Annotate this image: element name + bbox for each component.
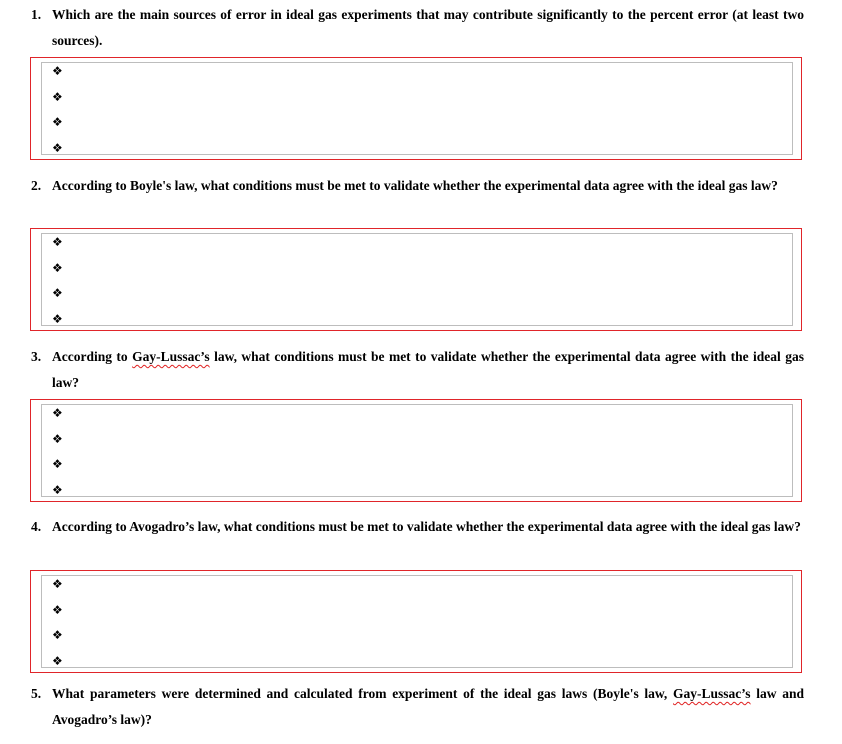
question-text-part: What parameters were determined and calculated from experiment of the ideal gas laws (Boyle's law,	[52, 686, 674, 701]
spellcheck-flagged-word[interactable]: Gay-Lussac’s	[132, 349, 210, 364]
bullet-icon: ❖	[52, 406, 63, 420]
question-text-part: law, what conditions must be met to validate whether the experimental data agree with the ideal gas law?	[52, 349, 804, 390]
question-number: 4.	[31, 519, 42, 534]
answer-field-4[interactable]	[41, 575, 793, 668]
question-text-part: law and Avogadro’s law)?	[52, 686, 804, 727]
question-text-part: According to Boyle's law, what conditions must be met to validate whether the experimental data agree with the ideal gas law?	[52, 178, 778, 193]
answer-box-1	[30, 57, 802, 160]
question-2	[31, 173, 804, 199]
question-text	[52, 514, 804, 540]
answer-box-3	[30, 399, 802, 502]
question-text	[52, 173, 804, 199]
question-4	[31, 514, 804, 540]
bullet-icon: ❖	[52, 483, 63, 497]
bullet-icon: ❖	[52, 115, 63, 129]
bullet-icon: ❖	[52, 235, 63, 249]
question-text	[52, 344, 804, 396]
question-text-part: According to Avogadro’s law, what conditions must be met to validate whether the experimental data agree with the ideal gas law?	[52, 519, 801, 534]
bullet-icon: ❖	[52, 141, 63, 155]
bullet-icon: ❖	[52, 457, 63, 471]
question-number: 2.	[31, 178, 42, 193]
question-number: 5.	[31, 686, 42, 701]
question-number: 1.	[31, 7, 42, 22]
spellcheck-flagged-word[interactable]: Gay-Lussac’s	[673, 686, 751, 701]
bullet-icon: ❖	[52, 286, 63, 300]
question-text-part: Which are the main sources of error in ideal gas experiments that may contribute significantly to the percent error (at least two sources).	[52, 7, 804, 48]
answer-field-1[interactable]	[41, 62, 793, 155]
bullet-icon: ❖	[52, 628, 63, 642]
question-1	[31, 2, 804, 54]
answer-field-2[interactable]	[41, 233, 793, 326]
question-text-part: According to	[52, 349, 133, 364]
answer-field-3[interactable]	[41, 404, 793, 497]
question-5	[31, 681, 804, 733]
bullet-icon: ❖	[52, 432, 63, 446]
bullet-icon: ❖	[52, 603, 63, 617]
bullet-icon: ❖	[52, 654, 63, 668]
bullet-icon: ❖	[52, 577, 63, 591]
question-3	[31, 344, 804, 396]
question-text	[52, 681, 804, 733]
answer-box-4	[30, 570, 802, 673]
question-number: 3.	[31, 349, 42, 364]
bullet-icon: ❖	[52, 312, 63, 326]
bullet-icon: ❖	[52, 64, 63, 78]
bullet-icon: ❖	[52, 90, 63, 104]
answer-box-2	[30, 228, 802, 331]
bullet-icon: ❖	[52, 261, 63, 275]
question-text	[52, 2, 804, 54]
